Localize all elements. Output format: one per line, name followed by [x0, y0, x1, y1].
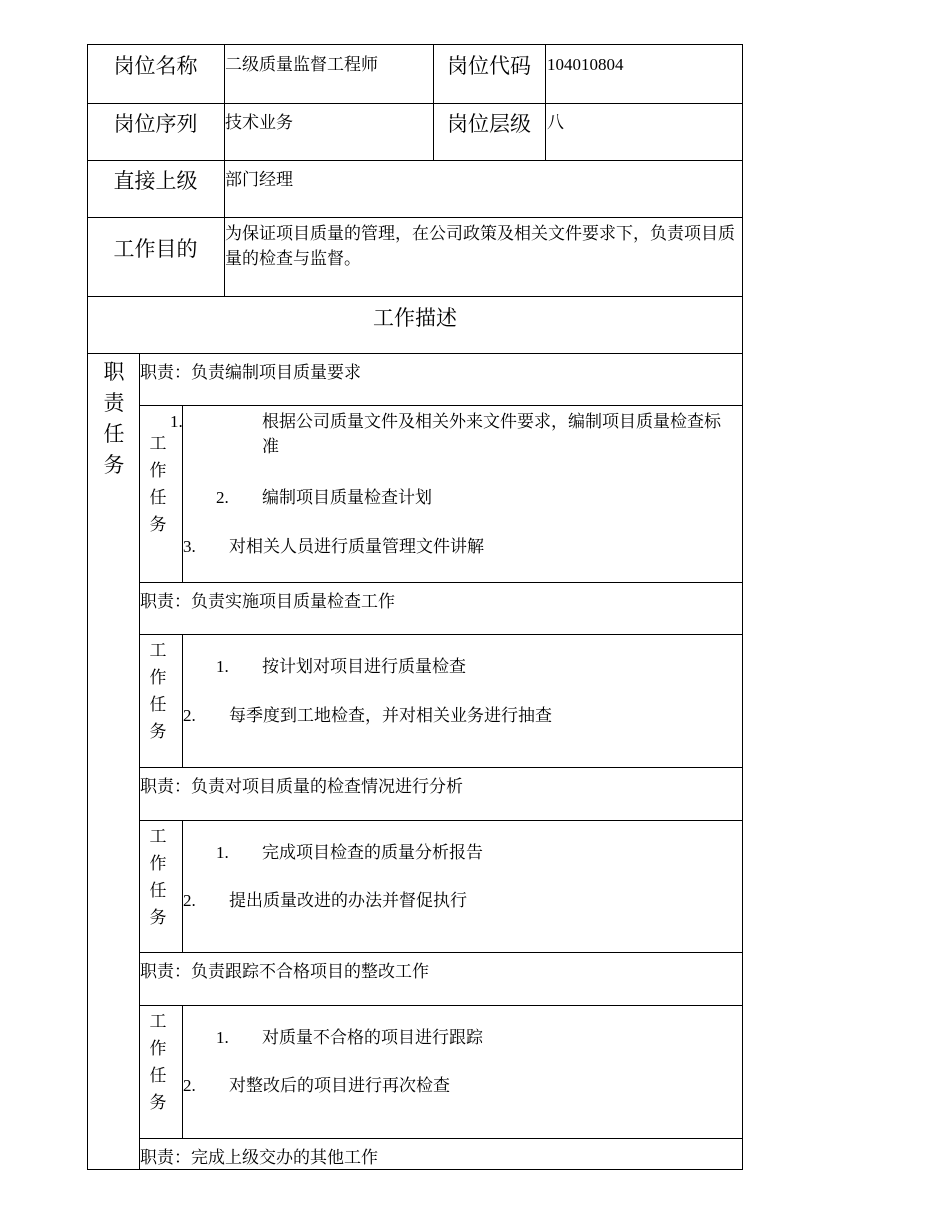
task-vertical-label: 工 作 任 务 [149, 434, 167, 534]
supervisor-value: 部门经理 [225, 170, 293, 189]
task-item: 1. 完成项目检查的质量分析报告 [216, 843, 483, 862]
task-item: 2. 编制项目质量检查计划 [216, 488, 432, 507]
duty-heading: 职责：完成上级交办的其他工作 [140, 1148, 378, 1167]
sequence-label: 岗位序列 [113, 112, 198, 136]
task-vertical-label: 工 作 任 务 [149, 641, 167, 741]
position-code-value: 104010804 [547, 55, 624, 74]
purpose-label: 工作目的 [113, 237, 198, 261]
task-item: 2. 对整改后的项目进行再次检查 [183, 1076, 450, 1095]
duty-heading: 职责：负责跟踪不合格项目的整改工作 [140, 962, 429, 981]
responsibilities-vertical-label: 职 责 任 务 [103, 360, 125, 477]
duty-heading: 职责：负责实施项目质量检查工作 [140, 592, 395, 611]
sequence-value: 技术业务 [225, 113, 293, 132]
task-item: 1. 对质量不合格的项目进行跟踪 [216, 1028, 483, 1047]
work-description-title: 工作描述 [373, 306, 457, 330]
level-label: 岗位层级 [447, 112, 531, 136]
supervisor-label: 直接上级 [113, 169, 198, 193]
level-value: 八 [547, 113, 564, 132]
duty-heading: 职责：负责对项目质量的检查情况进行分析 [140, 777, 463, 796]
task-vertical-label: 工 作 任 务 [149, 827, 167, 927]
position-name-value: 二级质量监督工程师 [225, 55, 378, 74]
task-item: 1. 按计划对项目进行质量检查 [216, 657, 466, 676]
position-code-label: 岗位代码 [447, 54, 531, 78]
task-vertical-label: 工 作 任 务 [149, 1012, 167, 1112]
task-item: 1. 根据公司质量文件及相关外来文件要求，编制项目质量检查标准 [170, 412, 721, 456]
task-item: 2. 提出质量改进的办法并督促执行 [183, 891, 467, 910]
purpose-value: 为保证项目质量的管理，在公司政策及相关文件要求下，负责项目质量的检查与监督。 [225, 224, 735, 268]
duty-heading: 职责：负责编制项目质量要求 [140, 363, 361, 382]
position-name-label: 岗位名称 [113, 54, 198, 78]
task-item: 3. 对相关人员进行质量管理文件讲解 [183, 537, 484, 556]
job-description-table [87, 44, 743, 1170]
task-item: 2. 每季度到工地检查，并对相关业务进行抽查 [183, 706, 552, 725]
